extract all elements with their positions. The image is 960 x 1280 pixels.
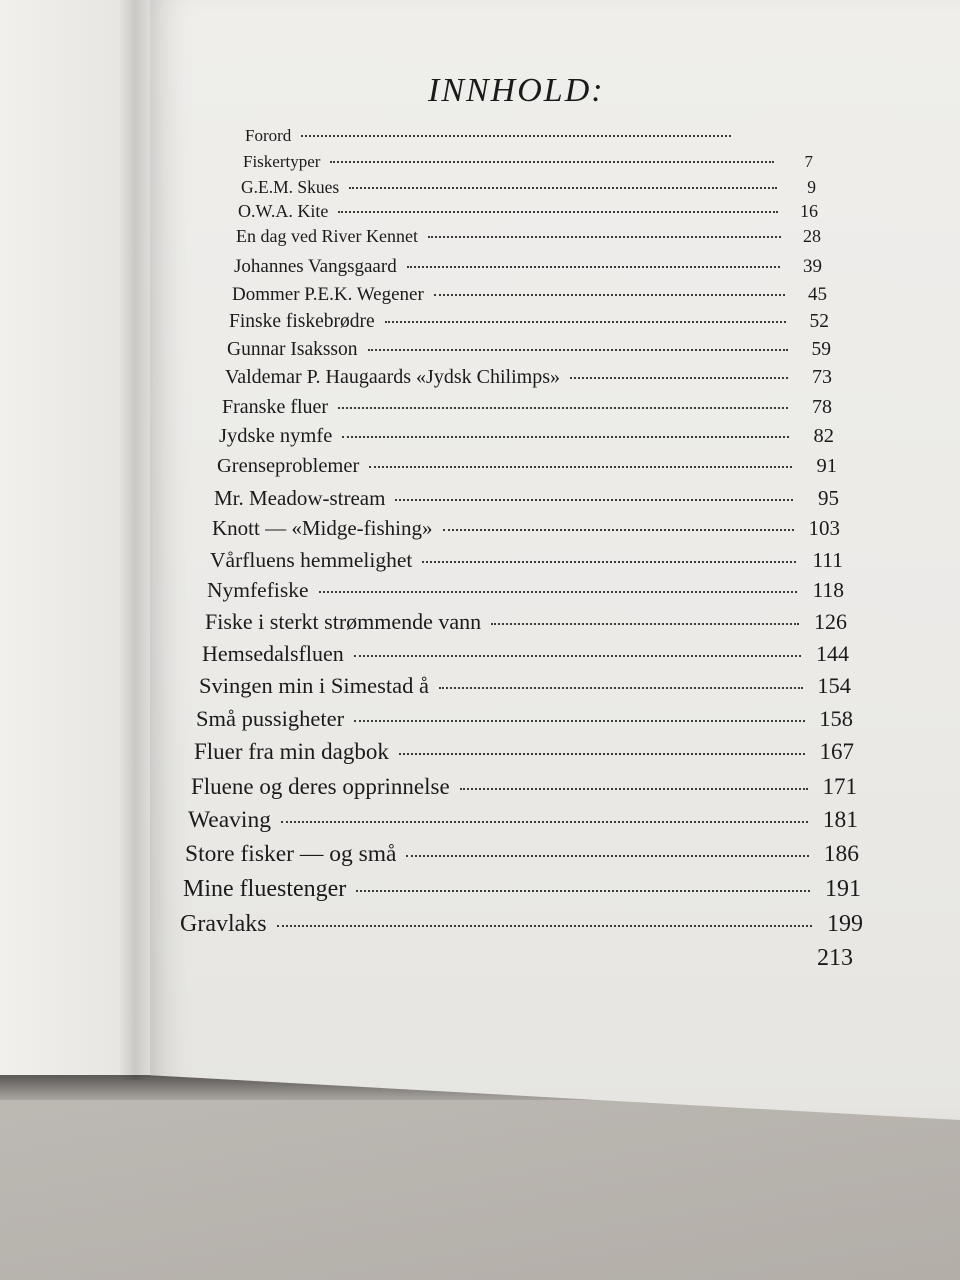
- toc-entry: [234, 256, 822, 278]
- toc-leader-dots: [281, 821, 808, 823]
- toc-leader-dots: [422, 561, 796, 563]
- toc-leader-dots: [356, 890, 810, 892]
- toc-entry: [225, 366, 832, 389]
- toc-entry-title: Franske fluer: [222, 396, 329, 418]
- toc-entry-title: En dag ved River Kennet: [236, 226, 418, 246]
- toc-leader-dots: [570, 377, 788, 379]
- toc-entry-page: 191: [825, 876, 861, 902]
- toc-entry: [188, 807, 858, 834]
- toc-entry: [191, 774, 857, 800]
- toc-leader-dots: [319, 591, 798, 593]
- toc-entry: [214, 486, 839, 511]
- toc-entry: [210, 548, 843, 573]
- toc-entry-title: Fluer fra min dagbok: [194, 739, 389, 764]
- toc-entry-title: Fluene og deres opprinnelse: [191, 774, 450, 799]
- toc-entry: [232, 284, 827, 306]
- toc-entry-page: 144: [816, 641, 849, 666]
- toc-entry-title: Nymfefiske: [207, 578, 309, 602]
- toc-entry-page: 103: [808, 516, 840, 540]
- toc-leader-dots: [385, 321, 786, 323]
- toc-leader-dots: [439, 687, 803, 689]
- toc-entry-page: 126: [814, 609, 847, 634]
- toc-entry-title: Fiskertyper: [243, 152, 321, 171]
- toc-entry-page: 78: [812, 396, 832, 418]
- toc-leader-dots: [301, 135, 731, 137]
- toc-entry-page: 39: [803, 256, 822, 277]
- toc-entry: [219, 425, 834, 448]
- toc-entry-title: Mr. Meadow-stream: [214, 486, 386, 510]
- toc-entry-title: Grenseproblemer: [217, 455, 360, 477]
- toc-entry-page: 118: [812, 578, 844, 602]
- toc-entry: [241, 177, 816, 198]
- toc-leader-dots: [338, 211, 777, 213]
- toc-entry-page: 82: [813, 425, 834, 447]
- toc-leader-dots: [369, 466, 792, 468]
- toc-entry-page: 154: [817, 673, 851, 698]
- toc-entry-title: Hemsedalsfluen: [202, 641, 344, 666]
- toc-leader-dots: [460, 788, 808, 790]
- toc-leader-dots: [330, 161, 774, 163]
- toc-entry: [183, 876, 861, 903]
- toc-entry-page: 7: [804, 152, 813, 171]
- toc-entry-title: O.W.A. Kite: [238, 201, 329, 221]
- toc-entry-page: 16: [800, 201, 818, 221]
- toc-entry-page: 45: [808, 284, 827, 305]
- toc-entry-title: Mine fluestenger: [183, 876, 347, 902]
- toc-entry-title: Johannes Vangsgaard: [234, 256, 397, 277]
- toc-entry: [229, 311, 829, 333]
- toc-entry: [185, 841, 859, 868]
- toc-entry: [180, 911, 863, 938]
- toc-leader-dots: [338, 407, 788, 409]
- toc-leader-dots: [354, 720, 804, 722]
- toc-final-page: 213: [817, 945, 853, 971]
- toc-leader-dots: [406, 855, 808, 857]
- toc-entry-page: 59: [811, 339, 831, 360]
- toc-leader-dots: [428, 236, 781, 238]
- toc-entry-title: Fiske i sterkt strømmende vann: [205, 609, 482, 634]
- toc-entry: [205, 609, 847, 635]
- toc-entry: [243, 152, 813, 172]
- toc-leader-dots: [349, 187, 776, 189]
- toc-entry-title: Weaving: [188, 807, 271, 833]
- toc-entry-page: 9: [807, 177, 816, 197]
- toc-entry-page: 167: [819, 739, 854, 764]
- toc-leader-dots: [354, 655, 802, 657]
- toc-entry-title: Forord: [245, 126, 292, 145]
- toc-entry-title: Dommer P.E.K. Wegener: [232, 284, 424, 305]
- toc-leader-dots: [368, 349, 788, 351]
- toc-entry-title: Små pussigheter: [196, 706, 345, 731]
- toc-entry-title: Jydske nymfe: [219, 425, 333, 447]
- toc-entry-title: Finske fiskebrødre: [229, 311, 375, 332]
- toc-entry: [194, 739, 854, 765]
- toc-entry-page: 111: [812, 548, 843, 572]
- toc-leader-dots: [399, 753, 805, 755]
- toc-entry: [227, 339, 831, 361]
- toc-entry: [199, 673, 851, 699]
- toc-entry-page: 199: [827, 911, 863, 937]
- toc-entry-title: Knott — «Midge-fishing»: [212, 516, 433, 540]
- toc-entry-page: 73: [812, 366, 832, 388]
- toc-entry-title: G.E.M. Skues: [241, 177, 340, 197]
- toc-leader-dots: [342, 436, 789, 438]
- toc-entry-title: Gunnar Isaksson: [227, 339, 358, 360]
- toc-entry: [245, 126, 770, 146]
- toc-entry: [207, 578, 844, 603]
- toc-leader-dots: [277, 925, 812, 927]
- toc-entry: [238, 201, 818, 222]
- toc-entry: [236, 226, 821, 247]
- toc-entry-title: Valdemar P. Haugaards «Jydsk Chilimps»: [225, 366, 560, 388]
- toc-leader-dots: [407, 266, 780, 268]
- toc-entry-page: 158: [819, 706, 853, 731]
- toc-leader-dots: [434, 294, 785, 296]
- toc-entry: [202, 641, 849, 667]
- toc-entry-title: Gravlaks: [180, 911, 267, 937]
- toc-entry: [212, 516, 840, 541]
- toc-entry-page: 171: [822, 774, 857, 799]
- toc-entry: [222, 396, 832, 419]
- toc-entry-page: 28: [803, 226, 821, 246]
- toc-entry-page: 181: [822, 807, 858, 833]
- toc-entry: [196, 706, 853, 732]
- toc-entry-title: Svingen min i Simestad å: [199, 673, 429, 698]
- toc-entry-page: 95: [818, 486, 839, 510]
- toc-entry-page: 91: [816, 455, 837, 477]
- toc-entry: [217, 455, 837, 478]
- toc-entry-title: Store fisker — og små: [185, 841, 397, 867]
- toc-leader-dots: [443, 529, 795, 531]
- spine-shadow: [120, 0, 150, 1080]
- toc-leader-dots: [395, 499, 793, 501]
- toc-leader-dots: [491, 623, 799, 625]
- toc-entry-title: Vårfluens hemmelighet: [210, 548, 413, 572]
- toc-entry-page: 52: [809, 311, 829, 332]
- page-title: INNHOLD:: [428, 72, 605, 109]
- toc-entry-page: 186: [823, 841, 859, 867]
